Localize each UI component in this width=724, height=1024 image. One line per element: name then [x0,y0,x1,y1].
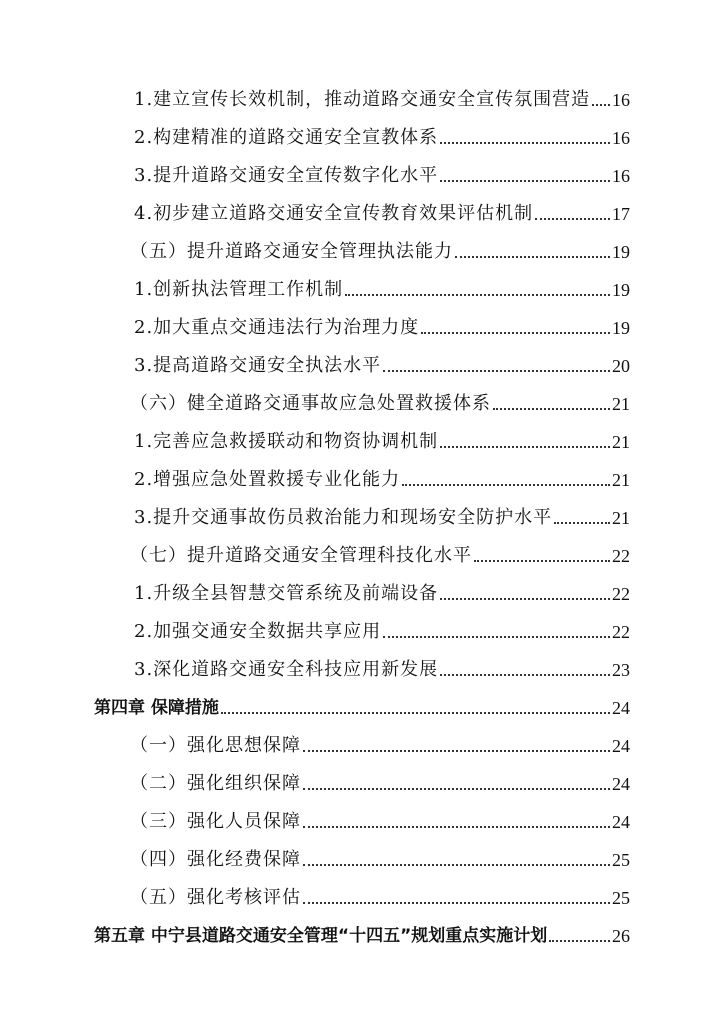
toc-entry [134,119,630,149]
toc-entry-page: 19 [612,242,630,262]
toc-entry [130,803,630,833]
toc-entry-page: 19 [612,318,630,338]
dot-leader [455,256,610,258]
dot-leader [535,218,610,220]
toc-entry [130,841,630,871]
toc-entry [134,195,630,225]
toc-entry-title: 1.完善应急救援联动和物资协调机制 [134,431,439,452]
dot-leader [493,408,610,410]
toc-entry-page: 24 [612,812,630,832]
toc-entry [134,499,630,529]
toc-entry [130,879,630,909]
toc-entry-page: 20 [612,356,630,376]
toc-entry-page: 25 [612,888,630,908]
toc-entry-title: （二）强化组织保障 [130,773,301,794]
toc-entry-title: 第五章 中宁县道路交通安全管理“十四五”规划重点实施计划 [94,926,548,946]
toc-entry-title: （七）提升道路交通安全管理科技化水平 [130,545,472,566]
dot-leader [303,788,610,790]
toc-entry-title: （一）强化思想保障 [130,735,301,756]
toc-entry-title: 1.升级全县智慧交管系统及前端设备 [134,583,439,604]
toc-entry [130,537,630,567]
toc-entry-page: 24 [612,698,630,718]
dot-leader [549,940,610,942]
toc-entry-title: 2.加强交通安全数据共享应用 [134,621,382,642]
toc-entry [134,309,630,339]
toc-entry-title: 2.加大重点交通违法行为治理力度 [134,317,420,338]
toc-entry-page: 21 [612,508,630,528]
toc-entry-title: （四）强化经费保障 [130,849,301,870]
dot-leader [440,446,610,448]
toc-entry [130,385,630,415]
toc-entry-page: 16 [612,90,630,110]
toc-entry-chapter [94,689,630,719]
toc-entry-page: 26 [612,926,630,946]
dot-leader [440,598,610,600]
toc-entry-page: 16 [612,128,630,148]
toc-entry [134,81,630,111]
toc-entry-page: 22 [612,622,630,642]
toc-entry-page: 19 [612,280,630,300]
toc-entry [134,271,630,301]
toc-entry-title: 1.建立宣传长效机制，推动道路交通安全宣传氛围营造 [134,89,591,110]
toc-entry-page: 16 [612,166,630,186]
dot-leader [474,560,610,562]
toc-entry-title: （三）强化人员保障 [130,811,301,832]
dot-leader [303,750,610,752]
toc-entry-title: 3.深化道路交通安全科技应用新发展 [134,659,439,680]
dot-leader [303,902,610,904]
toc-entry-page: 23 [612,660,630,680]
toc-entry [134,461,630,491]
dot-leader [345,294,610,296]
toc-entry [134,651,630,681]
toc-entry-title: （五）提升道路交通安全管理执法能力 [130,241,453,262]
dot-leader [221,712,610,714]
toc-entry [130,727,630,757]
toc-entry [130,233,630,263]
dot-leader [592,104,610,106]
toc-entry-title: 3.提升交通事故伤员救治能力和现场安全防护水平 [134,507,553,528]
toc-entry-page: 25 [612,850,630,870]
toc-entry-page: 21 [612,470,630,490]
toc-entry [134,613,630,643]
toc-entry-title: 1.创新执法管理工作机制 [134,279,344,300]
dot-leader [554,522,610,524]
dot-leader [303,864,610,866]
toc-entry [134,347,630,377]
toc-entry-title: 4.初步建立道路交通安全宣传教育效果评估机制 [134,203,534,224]
dot-leader [303,826,610,828]
toc-entry-title: 第四章 保障措施 [94,698,219,718]
dot-leader [383,370,610,372]
toc-entry-page: 17 [612,204,630,224]
toc-entry-page: 24 [612,736,630,756]
dot-leader [383,636,610,638]
toc-entry-chapter [94,917,630,947]
dot-leader [440,180,610,182]
dot-leader [440,674,610,676]
toc-entry-page: 21 [612,394,630,414]
toc-entry-title: （五）强化考核评估 [130,887,301,908]
toc-entry [130,765,630,795]
toc-entry [134,157,630,187]
toc-entry-page: 21 [612,432,630,452]
toc-entry-page: 22 [612,546,630,566]
toc-entry [134,423,630,453]
toc-entry [134,575,630,605]
toc-entry-title: 2.构建精准的道路交通安全宣教体系 [134,127,439,148]
toc-entry-title: （六）健全道路交通事故应急处置救援体系 [130,393,491,414]
toc-entry-title: 3.提升道路交通安全宣传数字化水平 [134,165,439,186]
toc-entry-page: 22 [612,584,630,604]
toc-entry-title: 2.增强应急处置救援专业化能力 [134,469,401,490]
toc-entry-page: 24 [612,774,630,794]
dot-leader [402,484,610,486]
dot-leader [440,142,610,144]
dot-leader [421,332,610,334]
toc-entry-title: 3.提高道路交通安全执法水平 [134,355,382,376]
